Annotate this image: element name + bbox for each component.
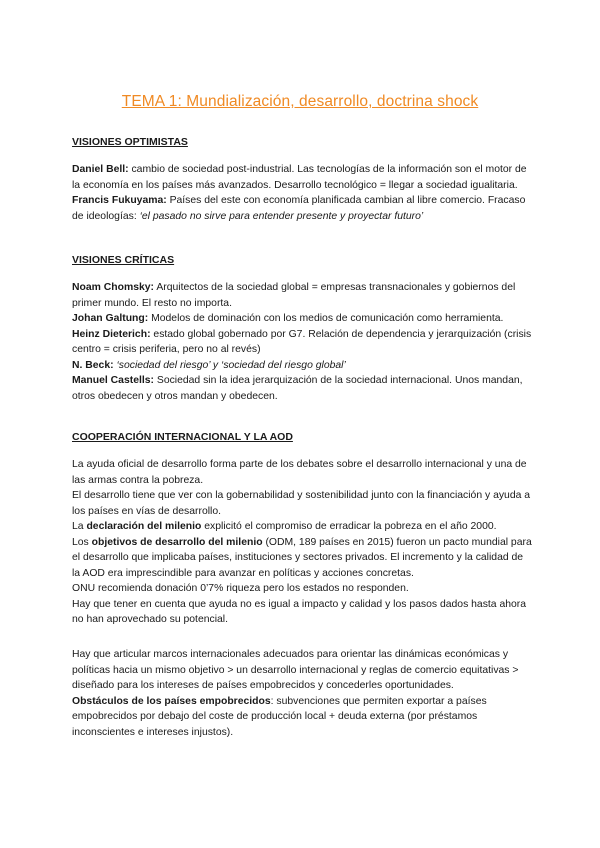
paragraph-aod-8 [72, 694, 532, 741]
text-fukuyama: Países del este con economía planificada cambian al libre comercio. Fracaso de ideologías: [72, 195, 526, 222]
author-bell: Daniel Bell: [72, 164, 129, 175]
text-galtung: Modelos de dominación con los medios de comunicación como herramienta. [148, 313, 504, 324]
paragraph-fukuyama [72, 193, 532, 224]
text-castells: Sociedad sin la idea jerarquización de la sociedad internacional. Unos mandan, otros obedecen y otros mandan y obedecen. [72, 375, 523, 402]
paragraph-aod-5: ONU recomienda donación 0’7% riqueza pero los estados no responden. [72, 583, 409, 594]
paragraph-beck [72, 358, 532, 374]
section-heading-criticas: VISIONES CRÍTICAS [72, 254, 175, 266]
text-aod-3-pre: La [72, 521, 87, 532]
page-title: TEMA 1: Mundialización, desarrollo, doctrina shock [121, 93, 479, 110]
paragraph-aod-4 [72, 535, 532, 582]
quote-fukuyama: ‘el pasado no sirve para entender presente y proyectar futuro’ [139, 210, 424, 222]
text-aod-3-post: explicitó el compromiso de erradicar la pobreza en el año 2000. [201, 521, 497, 532]
section-heading-aod: COOPERACIÓN INTERNACIONAL Y LA AOD [72, 431, 293, 443]
paragraph-aod-1: La ayuda oficial de desarrollo forma parte de los debates sobre el desarrollo internacional y una de las armas contra la pobreza. [72, 459, 527, 486]
author-fukuyama: Francis Fukuyama: [72, 195, 167, 206]
paragraph-dieterich [72, 327, 532, 358]
author-beck: N. Beck: [72, 359, 114, 371]
paragraph-aod-2: El desarrollo tiene que ver con la gobernabilidad y sostenibilidad junto con la financiación y ayuda a los países en vías de desarrollo. [72, 490, 531, 517]
text-bell: cambio de sociedad post-industrial. Las tecnologías de la información son el motor de la economía en los países más avanzados. Desarrollo tecnológico = llegar a sociedad igualitaria. [72, 164, 527, 191]
term-declaracion-milenio: declaración del milenio [86, 521, 202, 532]
text-chomsky: Arquitectos de la sociedad global = empresas transnacionales y gobiernos del primer mundo. El resto no importa. [72, 282, 516, 309]
text-aod-4-post: (ODM, 189 países en 2015) fueron un pacto mundial para el desarrollo que implicaba países, instituciones y sectores privados. El incremento y la calidad de la AOD era imprescindible para avanzar en políticas y acciones concretas. [72, 536, 532, 579]
paragraph-bell [72, 162, 532, 193]
quote-beck: ‘sociedad del riesgo’ y ‘sociedad del riesgo global’ [113, 359, 346, 371]
term-obstaculos: Obstáculos de los países empobrecidos [72, 695, 271, 707]
section-aod [72, 457, 532, 628]
section-optimistas [72, 162, 532, 224]
author-galtung: Johan Galtung: [72, 313, 149, 324]
text-aod-8-post: : subvenciones que permiten exportar a países empobrecidos por debajo del coste de producción local + deuda externa (por préstamos inconscientes e intereses injustos). [72, 695, 487, 738]
section-heading-optimistas: VISIONES OPTIMISTAS [72, 136, 188, 148]
paragraph-aod-7: Hay que articular marcos internacionales adecuados para orientar las dinámicas económicas y políticas hacia un mismo objetivo > un desarrollo internacional y reglas de comercio equitativas > diseñado para los intereses de países empobrecidos y concederles oportunidades. [72, 649, 519, 691]
text-aod-4-pre: Los [72, 536, 92, 548]
text-dieterich: estado global gobernado por G7. Relación de dependencia y jerarquización (crisis centro = crisis periferia, pero no al revés) [72, 328, 532, 355]
author-castells: Manuel Castells: [72, 375, 154, 386]
author-chomsky: Noam Chomsky: [72, 282, 154, 293]
paragraph-castells [72, 373, 532, 404]
paragraph-aod-3 [72, 519, 532, 535]
term-objetivos-milenio: objetivos de desarrollo del milenio [91, 536, 263, 548]
paragraph-galtung [72, 311, 532, 327]
author-dieterich: Heinz Dieterich: [72, 328, 151, 340]
section-aod-continued [72, 647, 532, 740]
paragraph-chomsky [72, 280, 532, 311]
paragraph-aod-6: Hay que tener en cuenta que ayuda no es igual a impacto y calidad y los pasos dados hasta ahora no han aprovechado su potencial. [72, 598, 527, 625]
section-criticas [72, 280, 532, 404]
